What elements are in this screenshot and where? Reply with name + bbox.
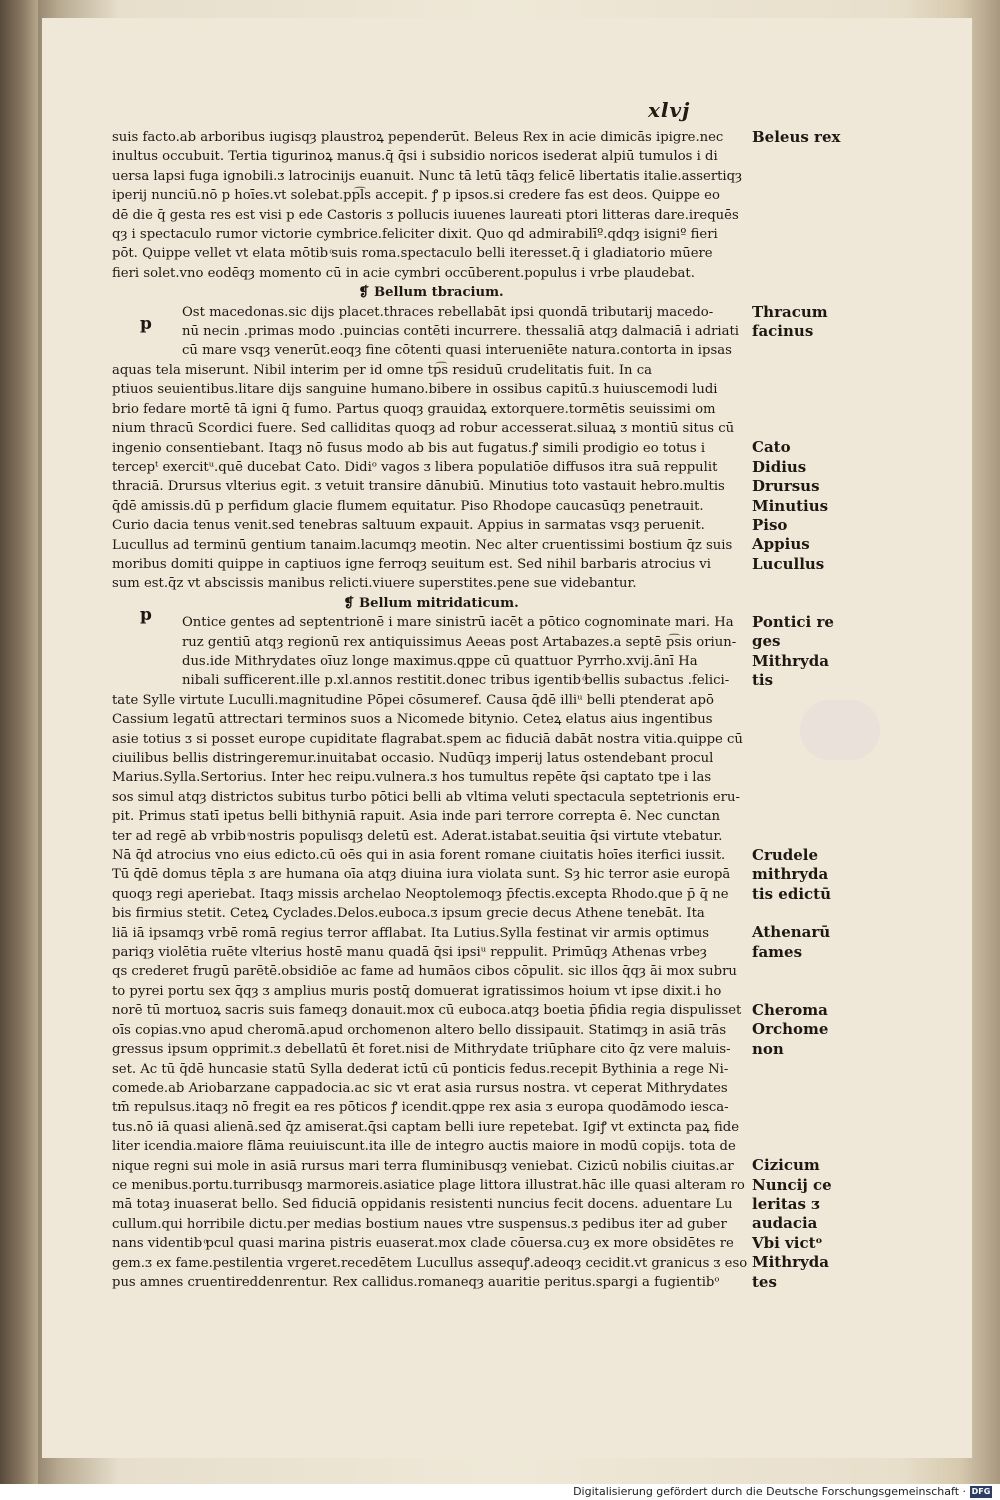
margin-note: Crudele <box>752 845 819 864</box>
text-line: qȝ i spectaculo rumor victorie cymbrice.feliciter dixit. Quo qd admirabilīº.qdqȝ isigniº fieri <box>112 227 718 243</box>
paper-stain <box>800 700 880 760</box>
margin-note: Cizicum <box>752 1156 820 1175</box>
text-line: set. Ac tū q̄dē huncasie statū Sylla dederat ictū cū ponticis fedus.recepit Bythinia a rege Ni- <box>112 1061 729 1077</box>
text-line: moribus domiti quippe in captiuos igne ferroqȝ seuitum est. Sed nihil barbaris atrocius vi <box>112 556 711 572</box>
text-line: nique regni sui mole in asiā rursus mari terra fluminibusqȝ veniebat. Cizicū nobilis ciuitas.ar <box>112 1158 734 1174</box>
margin-note: fames <box>752 942 803 961</box>
text-line: uersa lapsi fuga ignobili.ᴣ latrocinijs euanuit. Nunc tā letū tāqȝ felicē libertatis italie.assertiqȝ <box>112 168 742 184</box>
margin-note: Cheroma <box>752 1001 828 1019</box>
text-line: quoqȝ regi aperiebat. Itaqȝ missis archelao Neoptolemoqȝ p̄fectis.excepta Rhodo.que p̄ q̄ ne <box>112 886 729 902</box>
text-line: Curio dacia tenus venit.sed tenebras saltuum expauit. Appius in sarmatas vsqȝ peruenit. <box>112 518 705 534</box>
text-line: liā iā ipsamqȝ vrbē romā regius terror afflabat. Ita Lutius.Sylla festinat vir armis optimus <box>112 925 709 941</box>
text-line: tus.nō iā quasi alienā.sed q̄z amiserat.q̄si captam belli iure repetebat. Igiꝭ vt extincta paꝝ fide <box>112 1119 739 1135</box>
text-line: gem.ᴣ ex fame.pestilentia vrgeret.recedētem Lucullus assequꝭ.adeoqȝ cecidit.vt granicus ᴣ eso <box>112 1255 748 1271</box>
margin-note: Cato <box>752 438 791 457</box>
text-line: ter ad regē ab vrbib ͦnostris populisqȝ deletū est. Aderat.istabat.seuitia q̄si virtute vtebatur. <box>112 828 723 844</box>
text-line: iperij nunciū.nō p hoīes.vt solebat.pp͡ls accepit. ꝭ p ipsos.si credere fas est deos. Quippe eo <box>112 188 720 204</box>
margin-note: Athenarū <box>752 923 831 942</box>
text-line: ce menibus.portu.turribusqȝ marmoreis.asiatice plage littora illustrat.hāc ille quasi alteram ro <box>112 1177 745 1193</box>
margin-note: tis edictū <box>752 884 831 903</box>
text-line: fieri solet.vno eodēqȝ momento cū in acie cymbri occūberent.populus i vrbe plaudebat. <box>112 265 695 281</box>
section-heading: ❡ Bellum mitridaticum. <box>343 595 519 611</box>
margin-note: Nuncij ce <box>752 1175 832 1194</box>
initial-letter: p <box>140 605 152 625</box>
margin-note: mithryda <box>752 865 829 884</box>
text-line: ptiuos seuientibus.litare dijs sanguine humano.bibere in ossibus capitū.ᴣ huiuscemodi ludi <box>112 382 718 398</box>
margin-note: Drursus <box>752 477 820 496</box>
text-line: thraciā. Drursus vlterius egit. ᴣ vetuit transire dānubiū. Minutius toto vastauit hebro.multis <box>112 479 725 495</box>
text-line: qs crederet frugū parētē.obsidiōe ac fame ad humāos cibos cōpulit. sic illos q̄qȝ āi mox subru <box>112 964 737 980</box>
text-line: sum est.q̄z vt abscissis manibus relicti.viuere superstites.pene sue videbantur. <box>112 576 637 592</box>
text-line: tercepᵗ exercitᵘ.quē ducebat Cato. Didiᵒ vagos ᴣ libera populatiōe diffusos itra suā reppulit <box>112 459 718 475</box>
margin-note: tis <box>752 671 774 690</box>
text-line: cū mare vsqȝ venerūt.eoqȝ fine cōtenti quasi interueniēte natura.contorta in ipsas <box>182 343 732 359</box>
margin-note: Beleus rex <box>752 128 841 146</box>
text-line: q̄dē amissis.dū p perfidum glacie flumem equitatur. Piso Rhodope caucasūqȝ penetrauit. <box>112 498 704 514</box>
margin-note: Orchome <box>752 1020 829 1039</box>
text-line: nibali sufficerent.ille p.xl.annos restitit.donec tribus igentib ͦbellis subactus .felici- <box>182 673 730 689</box>
text-line: norē tū mortuoꝝ sacris suis fameqȝ donauit.mox cū euboca.atqȝ boetia p̄fidia regia dispulisset <box>112 1003 742 1019</box>
margin-note: Mithryda <box>752 651 829 670</box>
text-line: bis firmius stetit. Ceteꝝ Cyclades.Delos.euboca.ᴣ ipsum grecie decus Athene tenebāt. Ita <box>112 906 705 922</box>
text-line: pit. Primus statī ipetus belli bithyniā rapuit. Asia inde pari terrore correpta ē. Nec cunctan <box>112 809 721 825</box>
main-text-block <box>112 128 750 1292</box>
text-line: asie totius ᴣ si posset europe cupiditate flagrabat.spem ac fiduciā dabāt nostra vitia.quippe cū <box>112 731 743 747</box>
margin-note: Lucullus <box>752 554 825 573</box>
margin-note: Minutius <box>752 496 829 515</box>
text-line: Cassium legatū attrectari terminos suos a Nicomede bitynio. Ceteꝝ elatus aius ingentibus <box>112 712 713 728</box>
text-line: ingenio consentiebant. Itaqȝ nō fusus modo ab bis aut fugatus.ꝭ simili prodigio eo totus i <box>112 440 706 456</box>
text-line: inultus occubuit. Tertia tigurinoꝝ manus.q̄ q̄si i subsidio noricos isederat alpiū tumulos i di <box>112 149 718 165</box>
margin-note: leritas ᴣ <box>752 1195 820 1213</box>
text-line: nans videntib ͦpcul quasi marina pistris euaserat.mox clade cōuersa.cuȝ ex more obsidētes re <box>112 1236 734 1252</box>
margin-note: Vbi victᵒ <box>752 1233 823 1252</box>
margin-note: tes <box>752 1272 777 1291</box>
text-line: suis facto.ab arboribus iugisqȝ plaustroꝝ pependerūt. Beleus Rex in acie dimicās ipigre.nec <box>112 130 724 145</box>
text-line: to pyrei portu sex q̄qȝ ᴣ amplius muris postq̄ domuerat igratissimos hoium vt ipse dixit.i ho <box>112 983 722 999</box>
text-line: brio fedare mortē tā igni q̄ fumo. Partus quoqȝ grauidaꝝ extorquere.tormētis seuissimi om <box>112 401 716 417</box>
margin-note: Appius <box>752 535 810 554</box>
text-line: Ost macedonas.sic dijs placet.thraces rebellabāt ipsi quondā tributarij macedo- <box>182 304 714 320</box>
text-line: dē die q̄ gesta res est visi p ede Castoris ᴣ pollucis iuuenes laureati ptori litteras dare.irequēs <box>112 207 739 223</box>
text-line: tm̄ repulsus.itaqȝ nō fregit ea res pōticos ꝭ icendit.qppe rex asia ᴣ europa quodāmodo iesca- <box>112 1100 729 1116</box>
text-line: cullum.qui horribile dictu.per medias bostium naues vtre suspensus.ᴣ pedibus iter ad guber <box>112 1216 727 1232</box>
text-line: sos simul atqȝ districtos subitus turbo pōtici belli ab vltima veluti spectacula septetrionis eru- <box>112 789 740 805</box>
text-line: nū necin .primas modo .puincias contēti incurrere. thessaliā atqȝ dalmaciā i adriati <box>182 324 739 340</box>
margin-note: Mithryda <box>752 1253 829 1272</box>
margin-note: Pontici re <box>752 613 834 631</box>
initial-letter: p <box>140 314 152 334</box>
margin-note: facinus <box>752 322 814 340</box>
text-line: dus.ide Mithrydates oīuz longe maximus.qppe cū quattuor Pyrrho.xvij.ānī Ha <box>182 653 698 669</box>
facing-page-edge <box>0 640 28 1360</box>
text-line: pus amnes cruentireddenrentur. Rex callidus.romaneqȝ auaritie peritus.spargi a fugientibᵒ <box>112 1274 720 1290</box>
text-line: Nā q̄d atrocius vno eius edicto.cū oēs qui in asia forent romane ciuitatis hoīes iterfici iussit. <box>112 848 726 864</box>
text-line: oīs copias.vno apud cheromā.apud orchomenon altero bello dissipauit. Statimqȝ in asiā trās <box>112 1022 727 1038</box>
dfg-logo: DFG <box>971 1487 991 1496</box>
margin-note: ges <box>752 632 781 651</box>
text-line: pōt. Quippe vellet vt elata mōtib ͦsuis roma.spectaculo belli iteresset.q̄ i gladiatorio mūere <box>112 246 713 262</box>
text-line: pariqȝ violētia ruēte vlterius hostē manu quadā q̄si ipsiᵘ reppulit. Primūqȝ Athenas vrbeȝ <box>112 945 707 961</box>
funding-credit: Digitalisierung gefördert durch die Deutsche Forschungsgemeinschaft · <box>573 1485 966 1498</box>
margin-note: non <box>752 1039 784 1058</box>
text-line: gressus ipsum opprimit.ᴣ debellatū ēt foret.nisi de Mithrydate triūphare cito q̄z vere maluis- <box>112 1042 731 1058</box>
text-line: Marius.Sylla.Sertorius. Inter hec reipu.vulnera.ᴣ hos tumultus repēte q̄si captato tpe i las <box>112 770 712 786</box>
text-line: nium thracū Scordici fuere. Sed calliditas quoqȝ ad robur accesserat.siluaꝝ ᴣ montiū situs cū <box>112 421 735 437</box>
text-line: aquas tela miserunt. Nibil interim per id omne tp͡s residuū crudelitatis fuit. In ca <box>112 362 652 378</box>
text-line: liter icendia.maiore flāma reuiuiscunt.ita ille de integro auctis maiore in modū copijs. tota de <box>112 1139 736 1155</box>
margin-note: Thracum <box>752 302 828 321</box>
text-line: Ontice gentes ad septentrionē i mare sinistrū iacēt a pōtico cognominate mari. Ha <box>182 615 734 631</box>
section-heading: ❡ Bellum tbracium. <box>358 285 504 301</box>
margin-note: Didius <box>752 457 807 476</box>
text-line: mā totaȝ inuaserat bello. Sed fiduciā oppidanis resistenti nuncius fecit docens. aduentare Lu <box>112 1197 733 1213</box>
text-line: Lucullus ad terminū gentium tanaim.lacumqȝ meotin. Nec alter cruentissimi bostium q̄z suis <box>112 537 733 553</box>
text-line: ciuilibus bellis distringeremur.inuitabat occasio. Nudūqȝ imperij latus ostendebant procul <box>112 751 714 766</box>
folio-number: xlvj <box>648 98 691 122</box>
text-line: ruz gentiū atqȝ regionū rex antiquissimus Aeeas post Artabazes.a septē p͡sis oriun- <box>182 634 737 650</box>
text-line: Tū q̄dē domus tēpla ᴣ are humana oīa atqȝ diuina iura violata sunt. Sȝ hic terror asie europā <box>112 867 731 883</box>
text-line: comede.ab Ariobarzane cappadocia.ac sic vt erat asia rursus nostra. vt ceperat Mithrydates <box>112 1080 728 1096</box>
margin-note: Piso <box>752 516 788 534</box>
text-line: tate Sylle virtute Luculli.magnitudine Pōpei cōsumeref. Causa q̄dē illiᵘ belli ptenderat apō <box>112 692 714 708</box>
margin-note: audacia <box>752 1214 818 1233</box>
